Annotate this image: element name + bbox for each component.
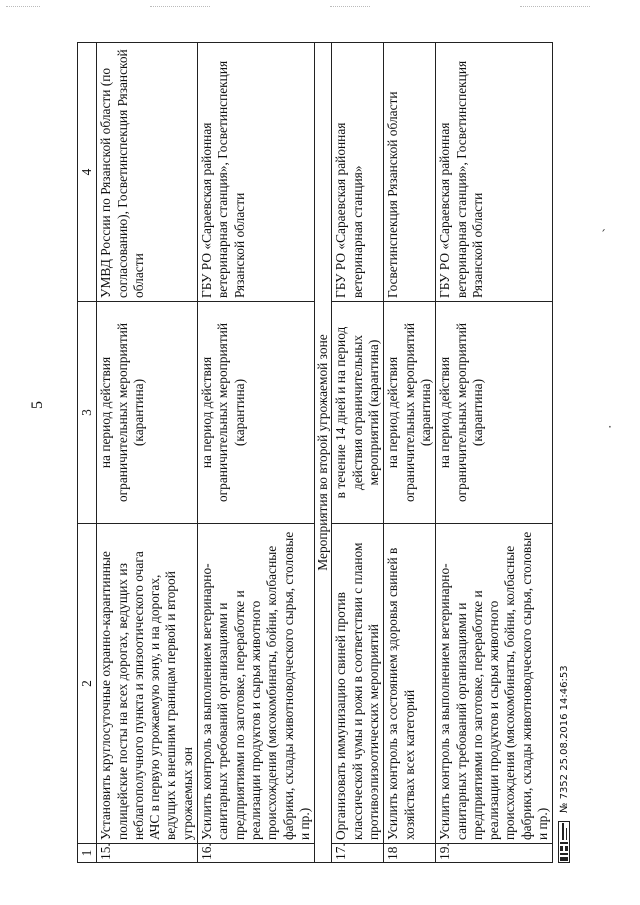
section-title: Мероприятия во второй угрожаемой зоне bbox=[315, 43, 332, 863]
pen-mark: · bbox=[608, 420, 612, 434]
period-cell: на период действия ограничительных мероприятий (карантина) bbox=[198, 302, 315, 524]
responsible-cell: Госветинспекция Рязанской области bbox=[384, 43, 436, 302]
table-row bbox=[198, 43, 315, 863]
column-header: 1 bbox=[78, 844, 97, 863]
period-cell: в течение 14 дней и на период действия ограничительных мероприятий (карантина) bbox=[332, 302, 384, 524]
row-number: 19. bbox=[436, 844, 553, 863]
page-number: 5 bbox=[29, 401, 46, 409]
pen-mark: ˊ bbox=[600, 228, 606, 242]
document-system-logo-icon bbox=[558, 821, 570, 863]
row-number: 18 bbox=[384, 844, 436, 863]
table-row bbox=[332, 43, 384, 863]
scan-artifact bbox=[520, 6, 590, 7]
responsible-cell: ГБУ РО «Сараевская районная ветеринарная станция», Госветинспекция Рязанской области bbox=[436, 43, 553, 302]
column-header: 3 bbox=[78, 302, 97, 524]
table-header-row bbox=[78, 43, 97, 863]
scan-artifact bbox=[330, 6, 370, 7]
section-header-row bbox=[315, 43, 332, 863]
measures-table bbox=[77, 42, 553, 863]
table-row bbox=[436, 43, 553, 863]
document-stamp bbox=[556, 463, 572, 863]
rotated-page-content bbox=[77, 43, 570, 863]
scan-artifact bbox=[6, 6, 40, 7]
measure-cell: Установить круглосуточные охранно-карантинные полицейские посты на всех дорогах, ведущих из неблагополучного пункта и эпизоотического очага АЧС в первую угрожаемую зону, и на дорогах, ведущих к внешним границам первой и второй угрожаемых зон bbox=[97, 524, 198, 844]
column-header: 2 bbox=[78, 524, 97, 844]
period-cell: на период действия ограничительных мероприятий (карантина) bbox=[97, 302, 198, 524]
period-cell: на период действия ограничительных мероприятий (карантина) bbox=[384, 302, 436, 524]
column-header: 4 bbox=[78, 43, 97, 302]
measure-cell: Усилить контроль за выполнением ветеринарно-санитарных требований организациями и предприятиями по заготовке, переработке и реализации продуктов и сырья животного происхождения (мясокомбинаты, бойни, колбасные фабрики, склады животноводческого сырья, столовые и пр.) bbox=[436, 524, 553, 844]
scan-artifact bbox=[150, 6, 210, 7]
measure-cell: Усилить контроль за выполнением ветеринарно-санитарных требований организациями и предприятиями по заготовке, переработке и реализации продуктов и сырья животного происхождения (мясокомбинаты, бойни, колбасные фабрики, склады животноводческого сырья, столовые и пр.) bbox=[198, 524, 315, 844]
row-number: 16. bbox=[198, 844, 315, 863]
row-number: 17. bbox=[332, 844, 384, 863]
period-cell: на период действия ограничительных мероприятий (карантина) bbox=[436, 302, 553, 524]
row-number: 15. bbox=[97, 844, 198, 863]
table-row bbox=[384, 43, 436, 863]
responsible-cell: ГБУ РО «Сараевская районная ветеринарная станция», Госветинспекция Рязанской области bbox=[198, 43, 315, 302]
table-row bbox=[97, 43, 198, 863]
responsible-cell: ГБУ РО «Сараевская районная ветеринарная станция» bbox=[332, 43, 384, 302]
measure-cell: Усилить контроль за состоянием здоровья свиней в хозяйствах всех категорий bbox=[384, 524, 436, 844]
document-stamp-text: № 7352 25.08.2016 14:46:53 bbox=[558, 665, 570, 813]
measure-cell: Организовать иммунизацию свиней против классической чумы и рожи в соответствии с планом противоэпизоотических мероприятий bbox=[332, 524, 384, 844]
responsible-cell: УМВД России по Рязанской области (по согласованию), Госветинспекция Рязанской области bbox=[97, 43, 198, 302]
